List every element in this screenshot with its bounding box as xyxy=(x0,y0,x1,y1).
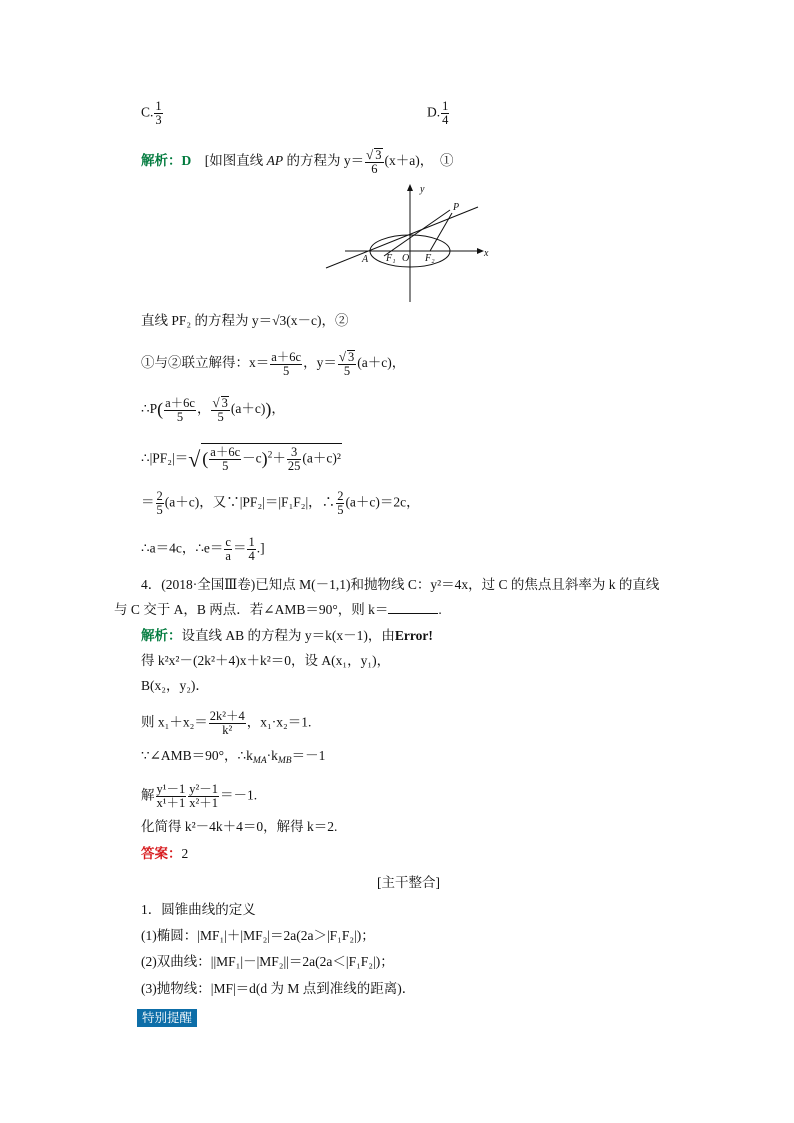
answer-label: 答案： xyxy=(141,846,182,861)
solution2-line7: 化简得 k²－4k＋4＝0，解得 k＝2. xyxy=(141,819,338,834)
section-title: [主干整合] xyxy=(377,875,440,890)
option-c xyxy=(141,100,164,127)
solution1-line5: ∴|PF₂|＝√ ( $\frac{a+6c}{5}$ －c)$^2$＋ $\frac{3}{25}$ (a＋c)² xyxy=(141,445,341,473)
solution2-label: 解析： xyxy=(141,628,182,643)
answer-blank xyxy=(388,613,438,614)
option-d-fraction: $\frac{1}{4}$ xyxy=(442,99,449,127)
option-d xyxy=(427,100,450,127)
definition-hyperbola: (2)双曲线：||MF₁|－|MF₂||＝2a(2a＜|F₁F₂|)； xyxy=(141,954,394,969)
solution2-line5: ∵∠AMB＝90°，$\therefore k_{MA}\cdot k_{MB}=-1$ xyxy=(141,748,326,766)
solution1-line1: 解析：D [如图直线 AP 的方程为 y＝ $\frac{√ 3}{6}$ (x＋a)， ① xyxy=(141,147,454,176)
definition-parabola: (3)抛物线：|MF|＝d(d 为 M 点到准线的距离)． xyxy=(141,981,416,996)
y-axis-arrow xyxy=(407,184,413,191)
label-o: O xyxy=(402,253,410,264)
label-x: x xyxy=(484,248,489,259)
x-axis-arrow xyxy=(477,248,484,254)
solution1-line6: ＝ $\frac{2}{5}$ (a＋c)，又∵|PF₂|＝|F₁F₂|，∴ $\frac{2}{5}$ (a＋c)＝2c， xyxy=(141,489,420,517)
option-d-label: D. xyxy=(427,104,441,120)
line-pf2 xyxy=(430,213,452,251)
ellipse-figure xyxy=(320,180,500,305)
solution2-line4: 则 x₁＋x₂＝ $\frac{\text{2k²＋4}}{\text{k²}}$ ，x₁·x₂＝1. xyxy=(141,709,312,737)
definition-ellipse: (1)椭圆：|MF₁|＋|MF₂|＝2a(2a＞|F₁F₂|)； xyxy=(141,928,375,943)
question4-line1: 4．(2018·全国Ⅲ卷)已知点 M(－1,1)和抛物线 C：y²＝4x，过 C 的焦点且斜率为 k 的直线 xyxy=(141,577,660,592)
definitions-heading: 1．圆锥曲线的定义 xyxy=(141,902,256,917)
option-c-label: C. xyxy=(141,104,154,120)
error-text: Error! xyxy=(394,628,433,643)
sqrt3-over-6: $\frac{√ 3}{6}$ xyxy=(366,147,382,176)
label-f1: F₁ xyxy=(386,253,396,264)
solution2-line6: 解 $\frac{\text{y¹－1}}{\text{x¹＋1}}$ $\frac{\text{y²－1}}{\text{x²＋1}}$ ＝－1. xyxy=(141,782,258,810)
solution2-line2: 得 k²x²－(2k²＋4)x＋k²＝0，设 A(x₁，y₁)， xyxy=(141,653,391,668)
answer-value: 2 xyxy=(181,846,189,861)
solution1-label: 解析：D xyxy=(141,153,192,169)
option-c-fraction: $\frac{1}{3}$ xyxy=(155,99,162,127)
answer-line xyxy=(141,845,188,863)
solution2-line1: 解析：设直线 AB 的方程为 y＝k(x－1)，由Error! xyxy=(141,628,433,643)
special-note-badge: 特别提醒 xyxy=(137,1009,197,1027)
label-p: P xyxy=(453,202,460,213)
solution1-line3: ①与②联立解得：x＝ $\frac{a+6c}{5}$ ，y＝ $\frac{√ 3}{5}$ (a＋c)， xyxy=(141,349,406,378)
solution1-line7: ∴a＝4c，∴e＝ $\frac{c}{a}$ ＝ $\frac{1}{4}$ .] xyxy=(141,535,265,563)
solution1-line4: ∴P( $\frac{a+6c}{5}$ ， $\frac{√ 3}{5}$ (a＋c))， xyxy=(141,395,285,424)
solution1-line2: 直线 PF₂ 的方程为 y＝√3(x－c)，② xyxy=(141,313,349,328)
label-f2: F₂ xyxy=(425,253,435,264)
label-y: y xyxy=(420,184,425,195)
solution2-line3: B(x₂，y₂)． xyxy=(141,678,209,693)
question4-line2: 与 C 交于 A，B 两点．若∠AMB＝90°，则 k＝ . xyxy=(114,602,442,617)
label-a: A xyxy=(362,254,369,265)
